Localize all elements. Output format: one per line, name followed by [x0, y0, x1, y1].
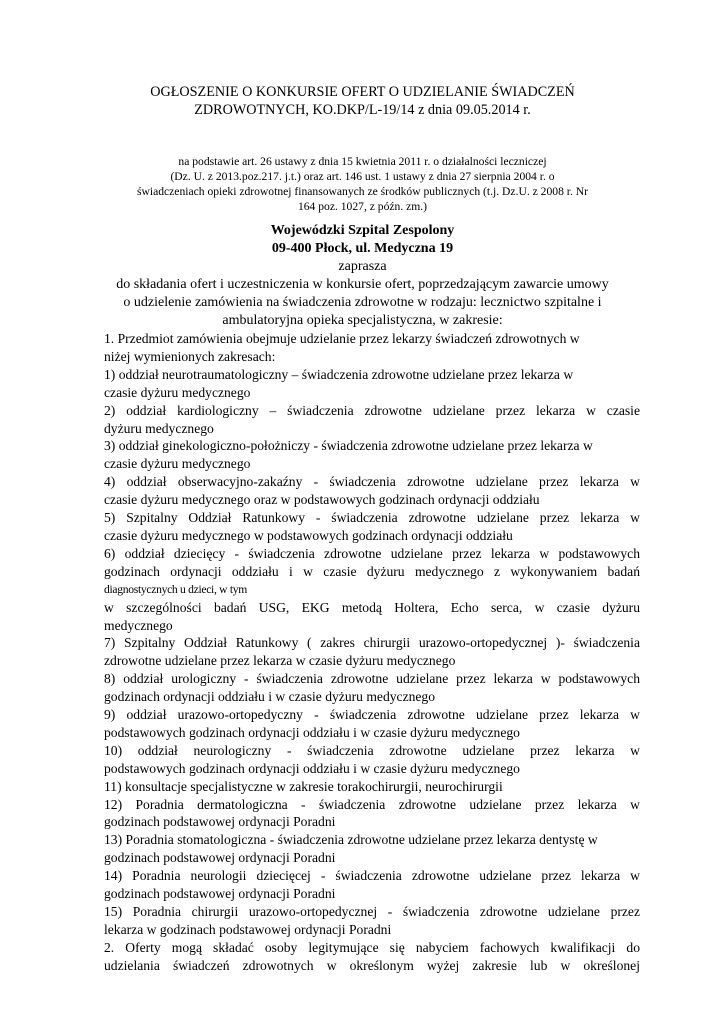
body-line: czasie dyżuru medycznego: [104, 456, 251, 472]
body-line: 10) oddział neurologiczny - świadczenia zdrowotne udzielane przez lekarza w: [104, 742, 640, 758]
body-text: [104, 330, 640, 975]
body-line: medycznego: [104, 617, 173, 633]
title-line: ZDROWOTNYCH, KO.DKP/L-19/14 z dnia 09.05.2014 r.: [194, 102, 531, 118]
body-line: godzinach ordynacji oddziału i w czasie dyżuru medycznego z wykonywaniem badań: [104, 563, 640, 579]
body-line: diagnostycznych u dzieci, w tym: [104, 582, 247, 596]
legal-basis: [95, 154, 630, 214]
body-line: 5) Szpitalny Oddział Ratunkowy - świadczenia zdrowotne udzielane przez lekarza w: [104, 510, 640, 526]
invitation-line: do składania ofert i uczestniczenia w konkursie ofert, poprzedzającym zawarcie umowy: [116, 277, 609, 292]
body-line: 1) oddział neurotraumatologiczny – świadczenia zdrowotne udzielane przez lekarza w: [104, 366, 574, 382]
invitation-line: ambulatoryjna opieka specjalistyczna, w zakresie:: [222, 313, 503, 328]
body-line: w szczególności badań USG, EKG metodą Holtera, Echo serca, w czasie dyżuru: [104, 599, 640, 615]
body-line: 1. Przedmiot zamówienia obejmuje udzielanie przez lekarzy świadczeń zdrowotnych w: [104, 331, 580, 346]
body-line: czasie dyżuru medycznego: [104, 384, 251, 400]
invitation-line: o udzielenie zamówienia na świadczenia zdrowotne w rodzaju: lecznictwo szpitalne i: [123, 295, 602, 310]
body-line: czasie dyżuru medycznego oraz w podstawowych godzinach ordynacji oddziału: [104, 492, 540, 508]
body-line: udzielania świadczeń zdrowotnych w określonym wyżej zakresie lub w określonej: [104, 957, 640, 973]
announcement-title: [80, 83, 645, 119]
body-line: czasie dyżuru medycznego w podstawowych godzinach ordynacji oddziału: [104, 527, 513, 543]
body-line: 2) oddział kardiologiczny – świadczenia zdrowotne udzielane przez lekarza w czasie: [104, 402, 640, 418]
body-line: godzinach podstawowej ordynacji Poradni: [104, 886, 336, 902]
legal-line: (Dz. U. z 2013.poz.217. j.t.) oraz art. 146 ust. 1 ustawy z dnia 27 sierpnia 2004 r. o: [170, 170, 555, 183]
legal-line: na podstawie art. 26 ustawy z dnia 15 kwietnia 2011 r. o działalności leczniczej: [178, 155, 547, 168]
body-line: 6) oddział dziecięcy - świadczenia zdrowotne udzielane przez lekarza w podstawowych: [104, 545, 640, 561]
body-line: zdrowotne udzielane przez lekarza w czasie dyżuru medycznego: [104, 653, 456, 669]
body-line: lekarza w godzinach podstawowej ordynacji Poradni: [104, 921, 392, 937]
body-line: podstawowych godzinach ordynacji oddziału i w czasie dyżuru medycznego: [104, 724, 520, 740]
body-line: 8) oddział urologiczny - świadczenia zdrowotne udzielane przez lekarza w podstawowych: [104, 671, 640, 687]
body-line: 2. Oferty mogą składać osoby legitymujące się nabyciem fachowych kwalifikacji do: [104, 939, 640, 955]
legal-line: 164 poz. 1027, z późn. zm.): [297, 200, 428, 213]
title-line: OGŁOSZENIE O KONKURSIE OFERT O UDZIELANIE ŚWIADCZEŃ: [150, 84, 575, 100]
body-line: 15) Poradnia chirurgii urazowo-ortopedycznej - świadczenia zdrowotne udzielane przez: [104, 904, 640, 919]
body-line: 9) oddział urazowo-ortopedyczny - świadczenia zdrowotne udzielane przez lekarza w: [104, 707, 640, 723]
body-line: 11) konsultacje specjalistyczne w zakresie torakochirurgii, neurochirurgii: [104, 778, 503, 794]
body-line: godzinach ordynacji oddziału i w czasie dyżuru medycznego: [104, 689, 436, 705]
body-line: 4) oddział obserwacyjno-zakaźny - świadczenia zdrowotne udzielane przez lekarza w: [104, 474, 640, 490]
organization-address: 09-400 Płock, ul. Medyczna 19: [271, 241, 454, 256]
body-line: 7) Szpitalny Oddział Ratunkowy ( zakres chirurgii urazowo-ortopedycznej )- świadczenia: [104, 635, 640, 651]
organization-block: [100, 222, 625, 330]
body-line: 13) Poradnia stomatologiczna - świadczenia zdrowotne udzielane przez lekarza dentystę w: [104, 832, 598, 848]
legal-line: świadczeniach opieki zdrowotnej finansowanych ze środków publicznych (t.j. Dz.U. z 2008 r. Nr: [136, 185, 589, 198]
body-line: 3) oddział ginekologiczno-położniczy - świadczenia zdrowotne udzielane przez lekarza w: [104, 438, 593, 454]
body-line: podstawowych godzinach ordynacji oddziału i w czasie dyżuru medycznego: [104, 760, 520, 776]
body-line: niżej wymienionych zakresach:: [104, 348, 276, 364]
body-line: dyżuru medycznego: [104, 420, 214, 436]
body-line: 12) Poradnia dermatologiczna - świadczenia zdrowotne udzielane przez lekarza w: [104, 796, 640, 812]
body-line: godzinach podstawowej ordynacji Poradni: [104, 850, 336, 866]
organization-name: Wojewódzki Szpital Zespolony: [270, 223, 455, 238]
body-line: godzinach podstawowej ordynacji Poradni: [104, 814, 336, 830]
body-line: 14) Poradnia neurologii dziecięcej - świadczenia zdrowotne udzielane przez lekarza w: [104, 868, 640, 884]
invites-text: zaprasza: [338, 259, 387, 274]
